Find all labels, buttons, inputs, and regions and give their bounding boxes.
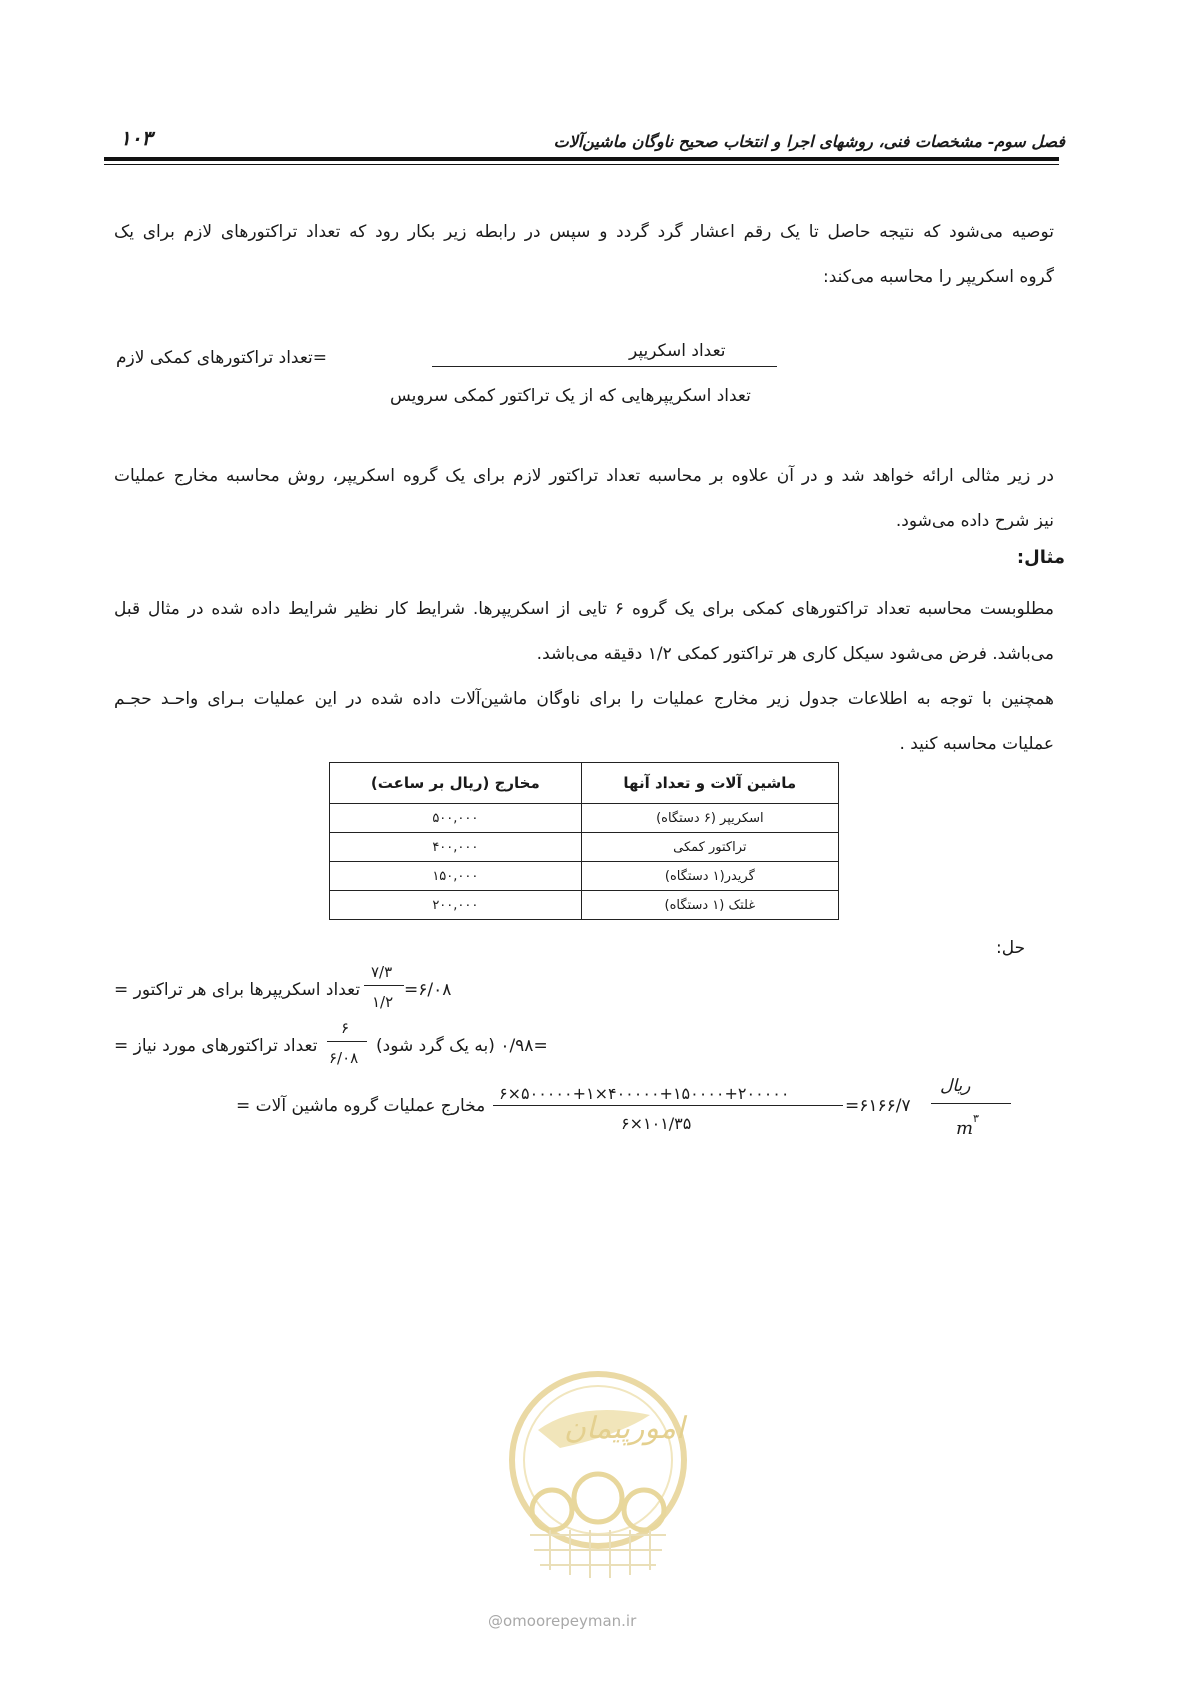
example-heading: مثال:	[1016, 547, 1065, 568]
table-row	[330, 862, 839, 891]
machine-cell: تراکتور کمکی	[581, 833, 838, 862]
cost-table	[329, 762, 839, 920]
solution-line1-denominator: ۱/۲	[372, 993, 394, 1011]
cost-cell: ۲۰۰,۰۰۰	[330, 891, 582, 920]
example-intro-line-2: نیز شرح داده می‌شود.	[895, 511, 1054, 531]
task-line-1: مطلوبست محاسبه تعداد تراکتورهای کمکی برای یک گروه ۶ تایی از اسکریپرها. شرایط کار نظیر شرایط داده شده در مثال قبل	[114, 599, 1054, 619]
formula-denominator: تعداد اسکریپرهایی که از یک تراکتور کمکی سرویس	[390, 386, 751, 406]
cost-cell: ۴۰۰,۰۰۰	[330, 833, 582, 862]
solution-line2-label: تعداد تراکتورهای مورد نیاز =	[114, 1036, 318, 1056]
solution-line3-bar	[493, 1105, 843, 1106]
table-header-row	[330, 763, 839, 804]
solution-line2-result: =۰/۹۸ (به یک گرد شود)	[376, 1036, 548, 1056]
column-header-cost: مخارج (ریال بر ساعت)	[330, 763, 582, 804]
page-number: ۱۰۳	[120, 126, 153, 150]
intro-paragraph	[114, 210, 1054, 300]
example-intro-line-1: در زیر مثالی ارائه خواهد شد و در آن علاوه بر محاسبه تعداد تراکتور لازم برای یک گروه اسکریپر، روش محاسبه مخارج عملیات	[114, 466, 1054, 486]
task-paragraph	[114, 587, 1054, 767]
solution-line3-denominator: ۶×۱۰۱/۳۵	[621, 1114, 692, 1133]
machine-cell: اسکریپر (۶ دستگاه)	[581, 804, 838, 833]
unit-fraction-bar	[931, 1103, 1011, 1104]
header-rule-thin	[104, 164, 1059, 165]
cost-cell: ۱۵۰,۰۰۰	[330, 862, 582, 891]
solution-line1-bar	[364, 985, 404, 986]
task-line-3: همچنین با توجه به اطلاعات جدول زیر مخارج عملیات را برای ناوگان ماشین‌آلات داده شده در این عملیات بـرای واحـد حجـم	[114, 689, 1054, 709]
formula-numerator: تعداد اسکریپر	[629, 341, 726, 361]
formula-label: =تعداد تراکتورهای کمکی لازم	[116, 348, 328, 368]
solution-line1-result: =۶/۰۸	[404, 980, 452, 1000]
chapter-title: فصل سوم- مشخصات فنی، روشهای اجرا و انتخاب صحیح ناوگان ماشین‌آلات	[553, 132, 1065, 151]
solution-line2-numerator: ۶	[341, 1019, 350, 1037]
solution-line1-label: تعداد اسکریپرها برای هر تراکتور =	[114, 980, 361, 1000]
table-row	[330, 891, 839, 920]
table-row	[330, 833, 839, 862]
unit-denominator: m	[956, 1118, 974, 1139]
solution-line2-bar	[327, 1041, 367, 1042]
table-row	[330, 804, 839, 833]
solution-label: حل:	[996, 938, 1026, 958]
solution-line1-numerator: ۷/۳	[371, 963, 393, 981]
omoorepeyman-logo-watermark	[490, 1360, 706, 1590]
header-rule-thick	[104, 157, 1059, 161]
intro-line-1: توصیه می‌شود که نتیجه حاصل تا یک رقم اعشار گرد گردد و سپس در رابطه زیر بکار رود که تعداد تراکتورهای لازم برای یک	[114, 222, 1054, 242]
unit-exponent: ۳	[973, 1112, 979, 1125]
task-line-2: می‌باشد. فرض می‌شود سیکل کاری هر تراکتور کمکی ۱/۲ دقیقه می‌باشد.	[536, 644, 1054, 664]
task-line-4: عملیات محاسبه کنید .	[899, 734, 1054, 754]
solution-line3-label: مخارج عملیات گروه ماشین آلات =	[236, 1096, 486, 1116]
watermark-url: @omoorepeyman.ir	[488, 1612, 637, 1630]
formula-fraction-bar	[432, 366, 777, 367]
solution-line2-denominator: ۶/۰۸	[329, 1049, 359, 1067]
machine-cell: گریدر(۱ دستگاه)	[581, 862, 838, 891]
solution-line3-result: =۶۱۶۶/۷	[845, 1096, 911, 1116]
svg-text:امورپیمان: امورپیمان	[564, 1411, 685, 1446]
solution-line3-numerator: ۶×۵۰۰۰۰۰+۱×۴۰۰۰۰۰+۱۵۰۰۰۰+۲۰۰۰۰۰	[499, 1084, 790, 1103]
intro-line-2: گروه اسکریپر را محاسبه می‌کند:	[822, 267, 1054, 287]
unit-numerator: ریال	[940, 1076, 971, 1096]
column-header-machines: ماشین آلات و تعداد آنها	[581, 763, 838, 804]
example-intro-paragraph	[114, 454, 1054, 544]
cost-cell: ۵۰۰,۰۰۰	[330, 804, 582, 833]
machine-cell: غلتک (۱ دستگاه)	[581, 891, 838, 920]
